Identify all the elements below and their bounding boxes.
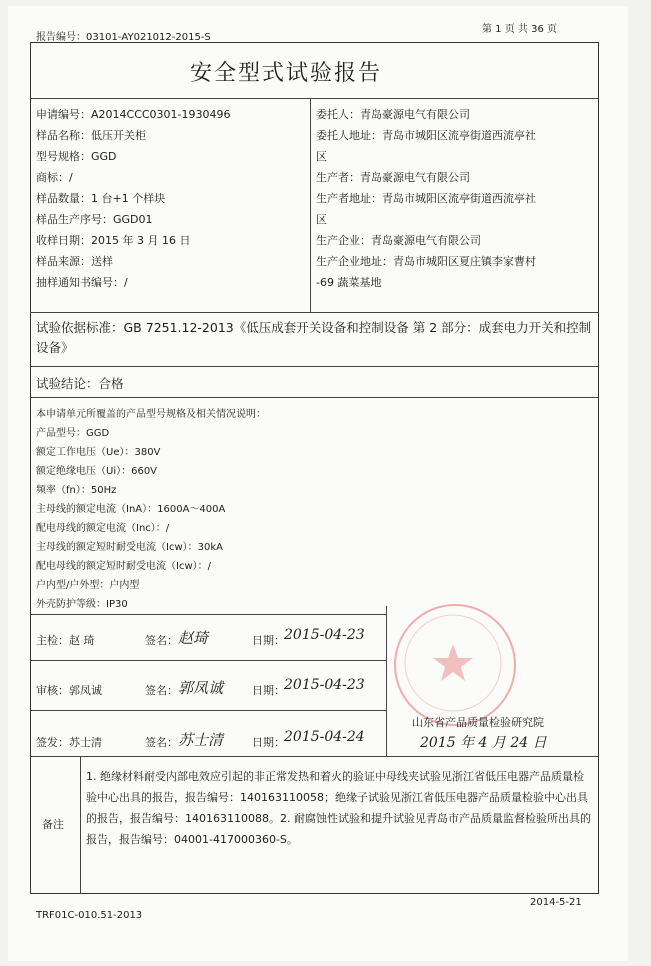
report-number: 报告编号：03101-AY021012-2015-S — [36, 32, 211, 43]
official-seal — [394, 604, 516, 726]
sample-name: 样品名称：低压开关柜 — [36, 129, 146, 142]
distribution-busbar-current: 配电母线的额定电流（Inc）：/ — [36, 523, 170, 534]
indoor-outdoor-type: 户内型/户外型：户内型 — [36, 580, 140, 591]
sign-label: 签名： — [145, 684, 178, 697]
test-conclusion: 试验结论：合格 — [36, 376, 124, 391]
client-address: 委托人地址：青岛市城阳区流亭街道西流亭社 — [316, 129, 536, 142]
model-spec: 型号规格：GGD — [36, 150, 117, 163]
main-busbar-current: 主母线的额定电流（InA）：1600A～400A — [36, 504, 226, 515]
trademark: 商标：/ — [36, 171, 73, 184]
page-indicator: 第 1 页 共 36 页 — [482, 24, 557, 35]
footer-date: 2014-5-21 — [530, 897, 582, 908]
issuer: 签发：苏士清 — [36, 736, 102, 749]
sample-source: 样品来源：送样 — [36, 255, 113, 268]
producer-address: 生产者地址：青岛市城阳区流亭街道西流亭社 — [316, 192, 536, 205]
date-label: 日期： — [252, 684, 285, 697]
rated-insulation-voltage: 额定绝缘电压（Ui）：660V — [36, 466, 158, 477]
footer-form-code: TRF01C-010.51-2013 — [36, 910, 143, 921]
manufacturer-address: 生产企业地址：青岛市城阳区夏庄镇李家曹村 — [316, 255, 536, 268]
reviewer-signature: 郭凤诚 — [178, 679, 224, 697]
seal-star-icon — [394, 604, 512, 722]
application-no: 申请编号：A2014CCC0301-1930496 — [36, 108, 231, 121]
sample-quantity: 样品数量：1 台+1 个样块 — [36, 192, 166, 205]
report-title: 安全型式试验报告 — [190, 61, 383, 86]
enclosure-protection: 外壳防护等级：IP30 — [36, 599, 128, 610]
institute-name: 山东省产品质量检验研究院 — [412, 716, 544, 729]
institute-date: 2015 年 4 月 24 日 — [420, 735, 547, 751]
test-standard: 试验依据标准：GB 7251.12-2013《低压成套开关设备和控制设备 第 2 部分：成套电力开关和控制设备》 — [36, 320, 592, 355]
producer: 生产者：青岛豪源电气有限公司 — [316, 171, 470, 184]
product-model: 产品型号：GGD — [36, 428, 110, 439]
inspector-signature: 赵琦 — [178, 629, 209, 647]
sample-serial: 样品生产序号：GGD01 — [36, 213, 153, 226]
frequency: 频率（fn）：50Hz — [36, 485, 117, 496]
issuer-date: 2015-04-24 — [284, 729, 365, 745]
client: 委托人：青岛豪源电气有限公司 — [316, 108, 470, 121]
issuer-signature: 苏士清 — [178, 731, 224, 749]
sampling-notice-no: 抽样通知书编号：/ — [36, 276, 128, 289]
date-label: 日期： — [252, 736, 285, 749]
sign-label: 签名： — [145, 634, 178, 647]
reviewer: 审核：郭凤诚 — [36, 684, 102, 697]
inspector-date: 2015-04-23 — [284, 627, 365, 643]
inspector: 主检：赵 琦 — [36, 634, 95, 647]
client-address-cont: 区 — [316, 150, 327, 163]
manufacturer: 生产企业：青岛豪源电气有限公司 — [316, 234, 481, 247]
coverage-heading: 本申请单元所覆盖的产品型号规格及相关情况说明： — [36, 409, 266, 420]
manufacturer-address-cont: -69 蔬菜基地 — [316, 276, 382, 289]
receive-date: 收样日期：2015 年 3 月 16 日 — [36, 234, 191, 247]
producer-address-cont: 区 — [316, 213, 327, 226]
remarks-text: 1. 绝缘材料耐受内部电效应引起的非正常发热和着火的验证中母线夹试验见浙江省低压电器产品质量检验中心出具的报告，报告编号：140163110058；绝缘子试验见浙江省低压电器产品质量检验中心出具的报告，报告编号：140163110088。2. 耐腐蚀性试验和提升试验见青岛市产品质量监督检验所出具的报告，报告编号：04001-417000360-S。 — [86, 770, 591, 846]
date-label: 日期： — [252, 634, 285, 647]
rated-operating-voltage: 额定工作电压（Ue）：380V — [36, 447, 161, 458]
sign-label: 签名： — [145, 736, 178, 749]
remarks-label: 备注 — [42, 818, 64, 831]
distribution-busbar-short-time-current: 配电母线的额定短时耐受电流（Icw）：/ — [36, 561, 211, 572]
main-busbar-short-time-current: 主母线的额定短时耐受电流（Icw）：30kA — [36, 542, 223, 553]
reviewer-date: 2015-04-23 — [284, 677, 365, 693]
